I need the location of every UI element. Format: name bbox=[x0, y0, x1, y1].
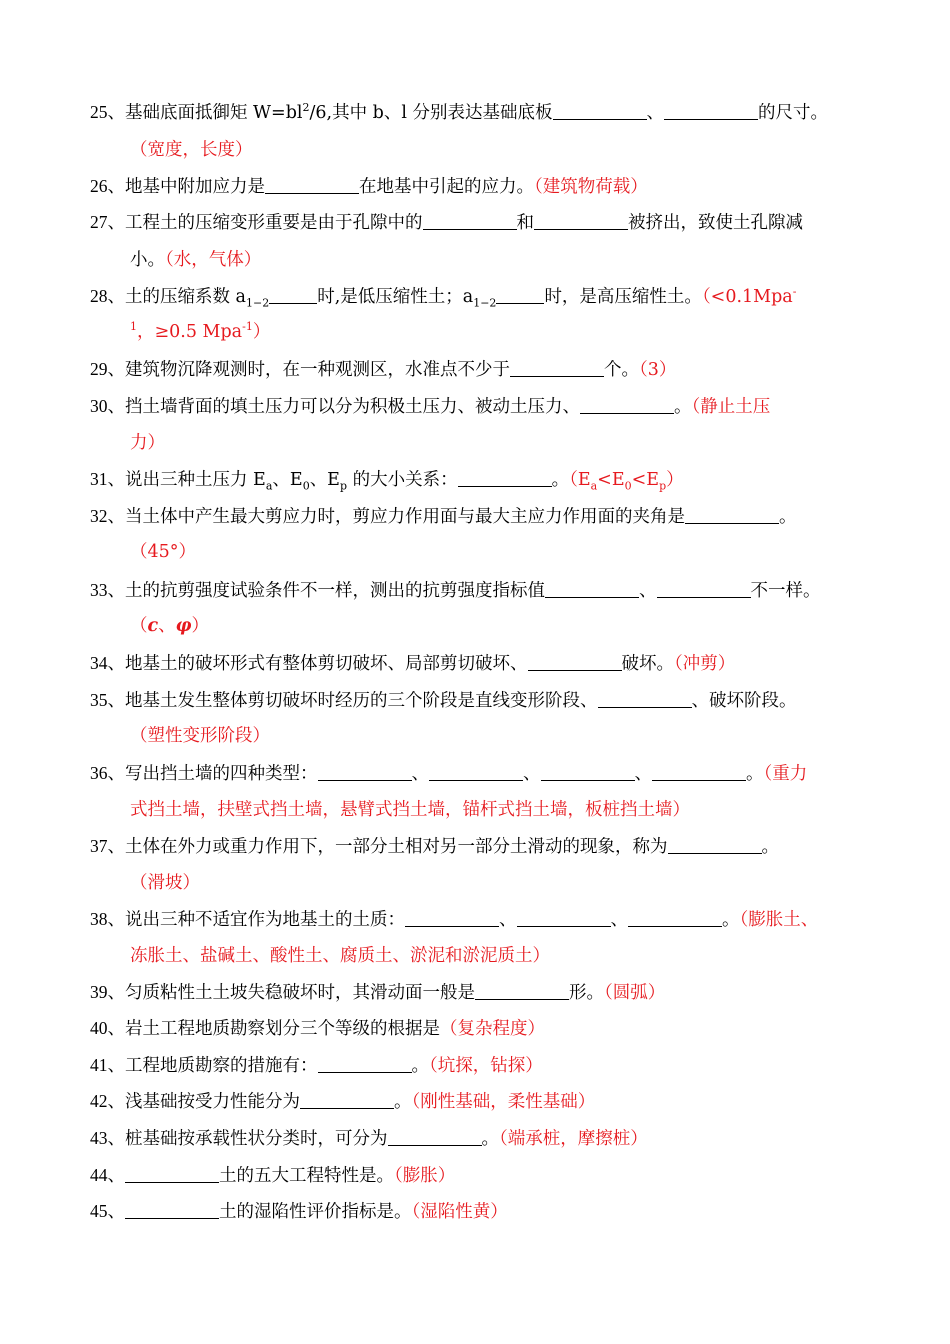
answer-40: （复杂程度） bbox=[440, 1019, 545, 1039]
answer-28: （<0.1Mpa- bbox=[701, 285, 797, 307]
answer-35: （塑性变形阶段） bbox=[130, 726, 270, 746]
answer-blank bbox=[265, 177, 359, 194]
question-32: 32、当土体中产生最大剪应力时，剪应力作用面与最大主应力作用面的夹角是 。 bbox=[90, 506, 797, 527]
question-43: 43、桩基础按承载性状分类时，可分为 。（端承桩，摩擦桩） bbox=[90, 1128, 648, 1149]
answer-30-cont: 力） bbox=[130, 433, 165, 453]
answer-43: （端承桩，摩擦桩） bbox=[499, 1129, 648, 1149]
answer-blank bbox=[598, 691, 692, 708]
answer-blank bbox=[125, 1166, 219, 1183]
answer-blank bbox=[269, 287, 317, 304]
answer-39: （圆弧） bbox=[604, 983, 666, 1003]
answer-blank bbox=[405, 910, 499, 927]
answer-blank bbox=[423, 213, 517, 230]
answer-38-cont: 冻胀土、盐碱土、酸性土、腐质土、淤泥和淤泥质土） bbox=[130, 946, 550, 966]
answer-30: （静止土压 bbox=[691, 397, 771, 417]
answer-blank bbox=[300, 1092, 394, 1109]
question-29: 29、建筑物沉降观测时，在一种观测区，水准点不少于 个。（3） bbox=[90, 359, 677, 380]
answer-blank bbox=[318, 1056, 412, 1073]
answer-27: （水，气体） bbox=[165, 250, 262, 270]
answer-blank bbox=[652, 764, 746, 781]
answer-blank bbox=[388, 1129, 482, 1146]
question-27-cont: 小。（水，气体） bbox=[130, 250, 262, 270]
question-40: 40、岩土工程地质勘察划分三个等级的根据是（复杂程度） bbox=[90, 1018, 545, 1039]
answer-blank bbox=[528, 654, 622, 671]
answer-42: （刚性基础，柔性基础） bbox=[411, 1092, 596, 1112]
answer-blank bbox=[510, 360, 604, 377]
answer-blank bbox=[664, 103, 758, 120]
question-28: 28、土的压缩系数 $a_{1-2}$ 时,是低压缩性土；$a_{1-2}$ 时，是高压缩性土。（<0.1Mpa- bbox=[90, 285, 797, 310]
answer-41: （坑探，钻探） bbox=[429, 1056, 543, 1076]
answer-34: （冲剪） bbox=[674, 654, 736, 674]
answer-32: （45°） bbox=[130, 542, 197, 562]
question-42: 42、浅基础按受力性能分为 。（刚性基础，柔性基础） bbox=[90, 1091, 596, 1112]
question-34: 34、地基土的破坏形式有整体剪切破坏、局部剪切破坏、 破坏。（冲剪） bbox=[90, 653, 736, 674]
question-30: 30、挡土墙背面的填土压力可以分为积极土压力、被动土压力、 。（静止土压 bbox=[90, 396, 771, 417]
answer-44: （膨胀） bbox=[394, 1166, 456, 1186]
answer-blank bbox=[534, 213, 628, 230]
answer-25: （宽度，长度） bbox=[130, 140, 253, 160]
question-45: 45、 土的湿陷性评价指标是。（湿陷性黄） bbox=[90, 1201, 508, 1222]
question-31: 31、说出三种土压力 $E_a$、$E_0$、$E_p$ 的大小关系： 。$(E_a<E_0<E_p)$ bbox=[90, 469, 684, 493]
question-39: 39、匀质粘性土土坡失稳破坏时，其滑动面一般是 形。（圆弧） bbox=[90, 982, 666, 1003]
question-38: 38、说出三种不适宜作为地基土的土质： 、 、 。（膨胀土、 bbox=[90, 909, 819, 930]
answer-blank bbox=[475, 983, 569, 1000]
answer-36: （重力 bbox=[763, 764, 808, 784]
question-27: 27、工程土的压缩变形重要是由于孔隙中的 和 被挤出，致使土孔隙减 bbox=[90, 212, 803, 233]
answer-33: （c、φ） bbox=[130, 616, 209, 636]
answer-38: （膨胀土、 bbox=[739, 910, 819, 930]
answer-29: （3） bbox=[639, 360, 677, 380]
answer-blank bbox=[541, 764, 635, 781]
question-36: 36、写出挡土墙的四种类型： 、 、 、 。（重力 bbox=[90, 763, 808, 784]
answer-31: $(E_a<E_0<E_p)$ bbox=[569, 470, 684, 493]
answer-28-cont: $^1$，≥0.5 Mpa$^{-1}$） bbox=[130, 320, 271, 342]
answer-blank bbox=[496, 287, 544, 304]
answer-blank bbox=[628, 910, 722, 927]
answer-blank bbox=[545, 581, 639, 598]
question-33: 33、土的抗剪强度试验条件不一样，测出的抗剪强度指标值 、 不一样。 bbox=[90, 580, 821, 601]
question-35: 35、地基土发生整体剪切破坏时经历的三个阶段是直线变形阶段、 、破坏阶段。 bbox=[90, 690, 797, 711]
answer-45: （湿陷性黄） bbox=[411, 1202, 508, 1222]
answer-blank bbox=[517, 910, 611, 927]
answer-blank bbox=[685, 507, 779, 524]
answer-blank bbox=[668, 837, 762, 854]
answer-blank bbox=[553, 103, 647, 120]
answer-blank bbox=[125, 1202, 219, 1219]
answer-37: （滑坡） bbox=[130, 873, 200, 893]
answer-blank bbox=[318, 764, 412, 781]
answer-blank bbox=[429, 764, 523, 781]
question-25: 25、基础底面抵御矩 $W=bl^2/6$,其中 b、l 分别表达基础底板 、 的尺寸。 bbox=[90, 101, 829, 123]
answer-blank bbox=[657, 581, 751, 598]
answer-26: （建筑物荷载） bbox=[534, 177, 648, 197]
answer-blank bbox=[458, 470, 552, 487]
question-26: 26、地基中附加应力是 在地基中引起的应力。（建筑物荷载） bbox=[90, 176, 648, 197]
answer-36-cont: 式挡土墙，扶壁式挡土墙，悬臂式挡土墙，锚杆式挡土墙，板桩挡土墙） bbox=[130, 800, 690, 820]
question-37: 37、土体在外力或重力作用下，一部分土相对另一部分土滑动的现象，称为 。 bbox=[90, 836, 779, 857]
question-44: 44、 土的五大工程特性是。（膨胀） bbox=[90, 1165, 456, 1186]
answer-blank bbox=[580, 397, 674, 414]
question-41: 41、工程地质勘察的措施有： 。（坑探，钻探） bbox=[90, 1055, 543, 1076]
